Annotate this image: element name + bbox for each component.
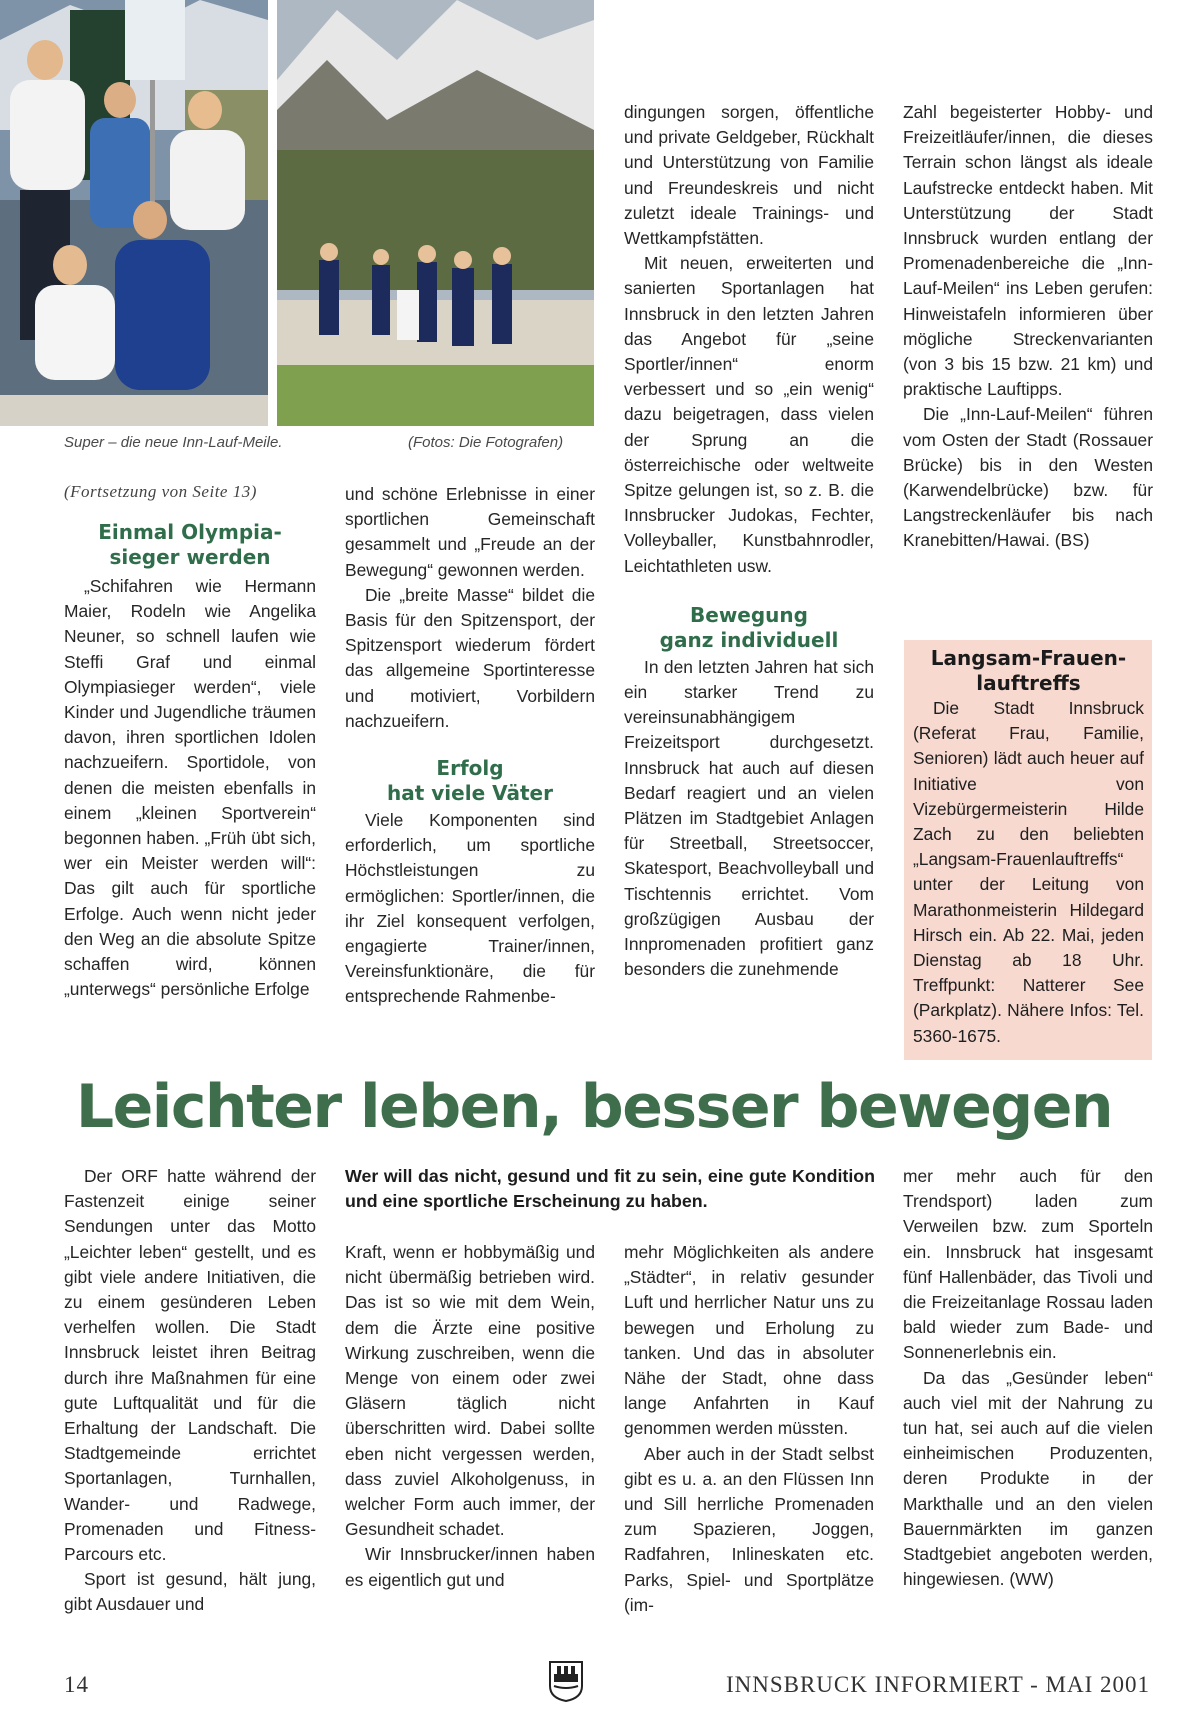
continuation-note: (Fortsetzung von Seite 13) <box>64 482 257 501</box>
article1-heading-1: Einmal Olympia- sieger werden <box>98 520 282 569</box>
article1-column-3 <box>624 100 874 983</box>
photo-right <box>277 0 594 426</box>
article2-headline: Leichter leben, besser bewegen <box>75 1072 1113 1142</box>
article2-paragraph: Sport ist gesund, hält jung, gibt Ausdauer und <box>64 1569 316 1615</box>
article1-column-2 <box>345 482 595 1010</box>
article1-paragraph: Mit neuen, erweiterten und sanierten Sportanlagen hat Innsbruck in den letzten Jahren das Angebot für „seine Sportler/innen“ enorm verbessert und so „ein wenig“ dazu beigetragen, dass vielen der Sprung an die österreichische oder weltweite Spitze gelungen ist, so z. B. die Innsbrucker Judokas, Fechter, Volleyballer, Kunstbahnrodler, Leichtathleten usw. <box>624 253 874 576</box>
article1-column-4 <box>903 100 1153 554</box>
article1-paragraph: Die „breite Masse“ bildet die Basis für den Spitzensport, der Spitzensport wiederum fördert das allgemeine Sportinteresse und motiviert, Vorbildern nachzueifern. <box>345 584 595 731</box>
article1-paragraph: Viele Komponenten sind erforderlich, um sportliche Höchstleistungen zu ermöglichen: Sportler/innen, die ihr Ziel konsequent verfolgen, engagierte Trainer/innen, Vereinsfunktionäre, die für entsprechende Rahmenbe- <box>345 810 595 1007</box>
article2-lead: Wer will das nicht, gesund und fit zu sein, eine gute Kondition und eine sportliche Erscheinung zu haben. <box>345 1166 875 1212</box>
article1-paragraph: Zahl begeisterter Hobby- und Freizeitläufer/innen, die dieses Terrain schon längst als ideale Laufstrecke entdeckt haben. Mit Unterstützung der Stadt Innsbruck wurden entlang der Promenadenbereiche die „Inn-Lauf-Meilen“ ins Leben gerufen: Hinweistafeln informieren über mögliche Streckenvarianten (von 3 bis 15 bzw. 21 km) und praktische Lauftipps. <box>903 102 1153 400</box>
article2-column-3 <box>624 1240 874 1618</box>
article1-paragraph: dingungen sorgen, öffentliche und private Geldgeber, Rückhalt und Unterstützung von Familie und Freundeskreis und nicht zuletzt ideale Trainings- und Wettkampfstätten. <box>624 102 874 249</box>
article1-heading-3: Bewegung ganz individuell <box>659 602 839 652</box>
article2-paragraph: Aber auch in der Stadt selbst gibt es u. a. an den Flüssen Inn und Sill herrliche Promenaden zum Spazieren, Joggen, Radfahren, Inlineskaten etc. Parks, Spiel- und Sportplätze (im- <box>624 1443 874 1615</box>
article2-column-4 <box>903 1164 1153 1592</box>
info-box-title: Langsam-Frauen- lauftreffs <box>930 646 1127 695</box>
info-box-text: Die Stadt Innsbruck (Referat Frau, Familie, Senioren) lädt auch heuer auf Initiative von Vizebürgermeisterin Hilde Zach zu den beliebten „Langsam-Frauenlauftreffs“ unter der Leitung von Marathonmeisterin Hildegard Hirsch ein. Ab 22. Mai, jeden Dienstag ab 18 Uhr. Treffpunkt: Natterer See (Parkplatz). Nähere Infos: Tel. 5360-1675. <box>913 698 1144 1046</box>
article1-paragraph: In den letzten Jahren hat sich ein starker Trend zu vereinsunabhängigem Freizeitsport durchgesetzt. Innsbruck hat auch auf diesen Bedarf reagiert und an vielen Plätzen im Stadtgebiet Anlagen für Streetball, Streetsoccer, Skatesport, Beachvolleyball und Tischtennis errichtet. Vom großzügigen Ausbau der Innpromenaden profitiert ganz besonders die zunehmende <box>624 656 874 980</box>
article2-paragraph: mehr Möglichkeiten als andere „Städter“, in relativ gesunder Luft und herrlicher Natur uns zu bewegen und Erholung zu tanken. Und das in absoluter Nähe der Stadt, ohne dass lange Anfahrten in Kauf genommen werden müssten. <box>624 1242 874 1439</box>
article1-paragraph: „Schifahren wie Hermann Maier, Rodeln wie Angelika Neuner, so schnell laufen wie Steffi Graf und einmal Olympiasieger werden“, viele Kinder und Jugendliche träumen davon, ihren sportlichen Idolen nachzueifern. Sportidole, von denen die meisten ebenfalls in einem „kleinen Sportverein“ begonnen haben. „Früh übt sich, wer ein Meister werden will“: Das gilt auch für sportliche Erfolge. Auch wenn nicht jeder den Weg an die absolute Spitze schaffen wird, können „unterwegs“ persönliche Erfolge <box>64 576 316 1000</box>
article1-paragraph: und schöne Erlebnisse in einer sportlichen Gemeinschaft gesammelt und „Freude an der Bewegung“ gewonnen werden. <box>345 484 595 580</box>
article2-column-2 <box>345 1240 595 1593</box>
page-number: 14 <box>64 1672 89 1697</box>
article2-paragraph: Der ORF hatte während der Fastenzeit einige seiner Sendungen unter das Motto „Leichter leben“ gestellt, und es gibt viele andere Initiativen, die zu einem gesünderen Leben verhelfen wollen. Die Stadt Innsbruck leistet ihren Beitrag durch ihre Maßnahmen für eine gute Luftqualität und für die Erhaltung der Landschaft. Die Stadtgemeinde errichtet Sportanlagen, Turnhallen, Wander- und Radwege, Promenaden und Fitness-Parcours etc. <box>64 1166 316 1565</box>
article2-paragraph: Da das „Gesünder leben“ auch viel mit der Nahrung zu tun hat, sei auch auf die vielen einheimischen Produzenten, deren Produkte in der Markthalle und an den vielen Bauernmärkten im ganzen Stadtgebiet angeboten werden, hingewiesen. (WW) <box>903 1367 1153 1590</box>
article2-column-1 <box>64 1164 316 1618</box>
article1-column-1 <box>64 520 316 1002</box>
article2-paragraph: Wir Innsbrucker/innen haben es eigentlich gut und <box>345 1544 595 1590</box>
photo-left <box>0 0 268 426</box>
article2-paragraph: Kraft, wenn er hobbymäßig und nicht übermäßig betrieben wird. Das ist so wie mit dem Wein, dem die Ärzte eine positive Wirkung zuschreiben, wenn die Menge von einem oder zwei Gläsern täglich nicht überschritten wird. Dabei sollte eben nicht vergessen werden, dass zuviel Alkoholgenuss, in welcher Form auch immer, der Gesundheit schadet. <box>345 1242 595 1540</box>
photo-credit: (Fotos: Die Fotografen) <box>408 434 564 451</box>
article2-paragraph: mer mehr auch für den Trendsport) laden zum Verweilen bzw. zum Sporteln ein. Innsbruck hat insgesamt fünf Hallenbäder, das Tivoli und die Freizeitanlage Rossau laden bald wieder zum Bade- und Sonnenerlebnis ein. <box>903 1166 1153 1363</box>
article1-paragraph: Die „Inn-Lauf-Meilen“ führen vom Osten der Stadt (Rossauer Brücke) bis in den Westen (Karwendelbrücke) bzw. für Langstreckenläufer bis nach Kranebitten/Hawai. (BS) <box>903 404 1153 551</box>
info-box-langsam-frauenlauftreffs <box>904 640 1152 1060</box>
photo-caption-left: Super – die neue Inn-Lauf-Meile. <box>64 434 283 451</box>
article1-heading-2: Erfolg hat viele Väter <box>387 756 553 806</box>
city-crest-icon <box>548 1660 584 1702</box>
publication-title: INNSBRUCK INFORMIERT - MAI 2001 <box>725 1672 1150 1697</box>
